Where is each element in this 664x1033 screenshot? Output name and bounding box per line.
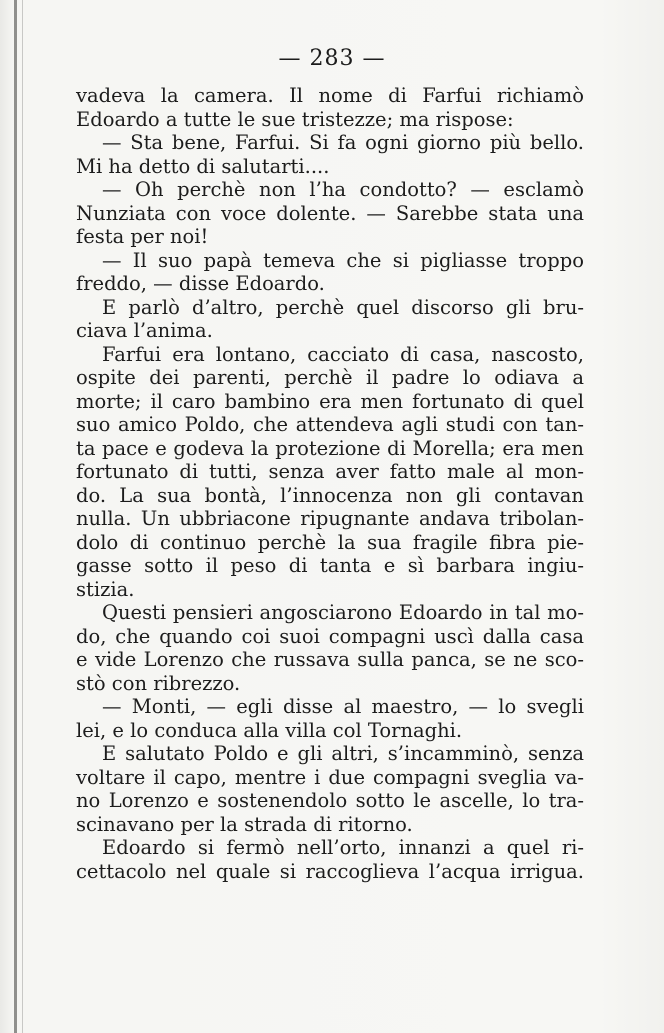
text-line: e vide Lorenzo che russava sulla panca, se ne sco- bbox=[76, 648, 584, 671]
text-line: Edoardo si fermò nell’orto, innanzi a quel ri- bbox=[102, 836, 584, 859]
text-line: no Lorenzo e sostenendolo sotto le ascelle, lo tra- bbox=[76, 789, 584, 812]
text-line: Farfui era lontano, cacciato di casa, nascosto, bbox=[102, 342, 584, 366]
text-line: stizia. bbox=[76, 577, 135, 601]
body-text bbox=[76, 84, 584, 883]
text-line: freddo, — disse Edoardo. bbox=[76, 272, 325, 295]
text-line: voltare il capo, mentre i due compagni sveglia va- bbox=[76, 765, 584, 789]
text-line: fortunato di tutti, senza aver fatto male al mon- bbox=[76, 460, 584, 483]
text-line: gasse sotto il peso di tanta e sì barbara ingiu- bbox=[76, 554, 584, 577]
text-line: — Monti, — egli disse al maestro, — lo svegli bbox=[102, 695, 584, 718]
text-line: E salutato Poldo e gli altri, s’incamminò, senza bbox=[102, 742, 584, 765]
text-line: suo amico Poldo, che attendeva agli studi con tan- bbox=[76, 413, 584, 436]
text-line: cettacolo nel quale si raccoglieva l’acqua irrigua. bbox=[76, 859, 584, 883]
text-line: — Il suo papà temeva che si pigliasse troppo bbox=[102, 248, 584, 272]
text-line: stò con ribrezzo. bbox=[76, 671, 241, 695]
text-line: festa per noi! bbox=[76, 225, 209, 248]
text-line: dolo di continuo perchè la sua fragile fibra pie- bbox=[76, 530, 584, 554]
text-line: — Sta bene, Farfui. Si fa ogni giorno più bello. bbox=[102, 131, 584, 154]
text-line: morte; il caro bambino era men fortunato di quel bbox=[76, 389, 584, 413]
text-line: — Oh perchè non l’ha condotto? — esclamò bbox=[102, 178, 584, 201]
text-line: scinavano per la strada di ritorno. bbox=[76, 812, 413, 836]
text-line: ospite dei parenti, perchè il padre lo odiava a bbox=[76, 366, 584, 389]
text-line: Nunziata con voce dolente. — Sarebbe stata una bbox=[76, 201, 584, 225]
page-number: — 283 — bbox=[278, 46, 386, 71]
text-line: do, che quando coi suoi compagni uscì dalla casa bbox=[76, 624, 584, 648]
text-line: nulla. Un ubbriacone ripugnante andava tribolan- bbox=[76, 507, 584, 530]
text-line: lei, e lo conduca alla villa col Tornaghi. bbox=[76, 718, 463, 742]
book-spine-edge bbox=[22, 0, 23, 1033]
text-line: ta pace e godeva la protezione di Morella; era men bbox=[76, 436, 584, 460]
text-line: Edoardo a tutte le sue tristezze; ma rispose: bbox=[76, 107, 514, 131]
text-line: Mi ha detto di salutarti.... bbox=[76, 154, 330, 178]
text-line: Questi pensieri angosciarono Edoardo in tal mo- bbox=[102, 601, 584, 624]
text-line: E parlò d’altro, perchè quel discorso gli bru- bbox=[102, 295, 584, 319]
text-line: do. La sua bontà, l’innocenza non gli contavan bbox=[76, 483, 584, 507]
text-line: vadeva la camera. Il nome di Farfui richiamò bbox=[76, 84, 584, 107]
text-line: ciava l’anima. bbox=[76, 319, 213, 342]
book-spine-shadow bbox=[14, 0, 17, 1033]
